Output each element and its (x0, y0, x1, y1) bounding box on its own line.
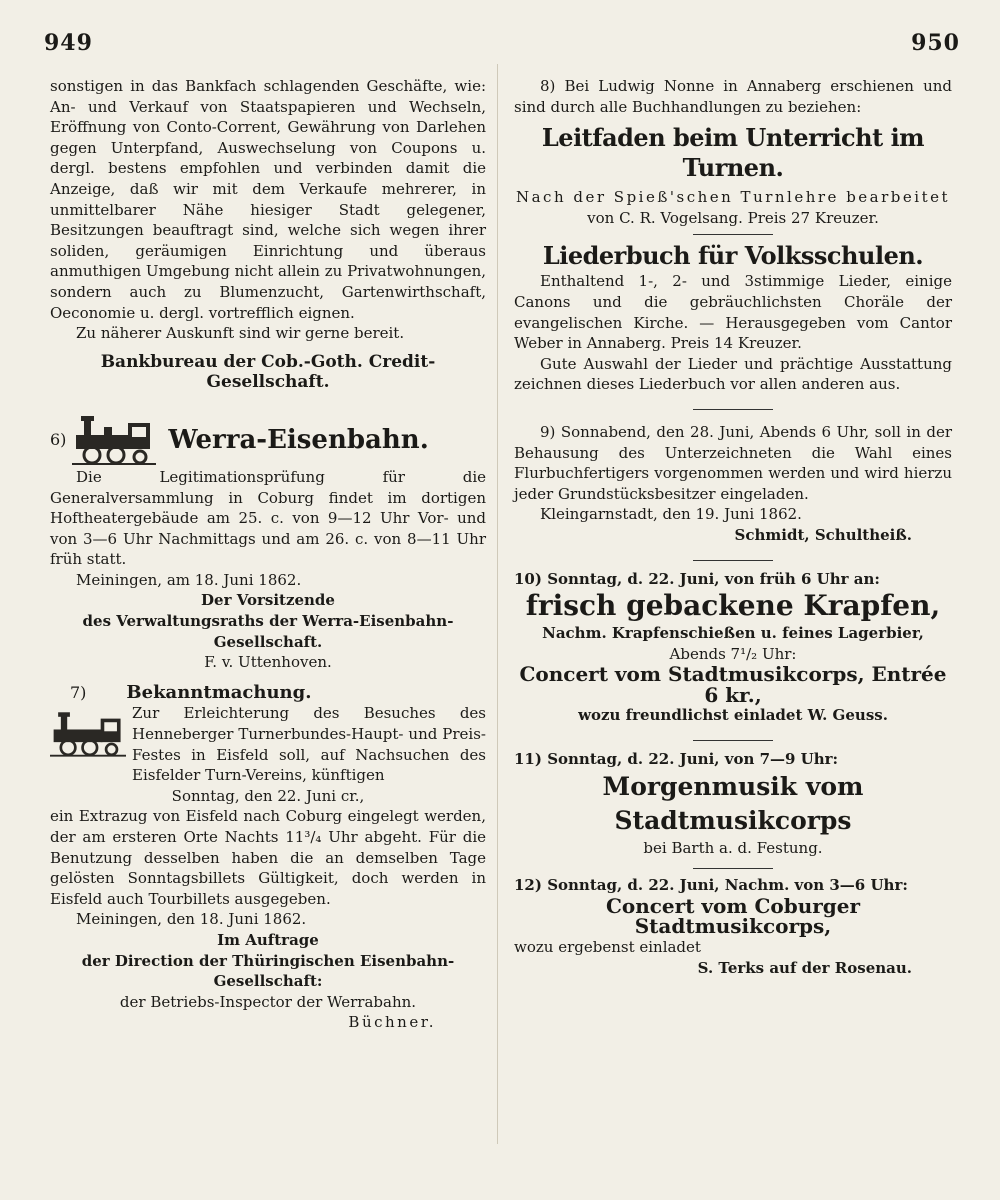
bank-advert-note: Zu näherer Auskunft sind wir gerne bereit. (76, 324, 405, 343)
item-6-date: Meiningen, am 18. Juni 1862. (76, 570, 302, 589)
page-number-left: 949 (44, 30, 93, 56)
separator-rule (693, 234, 773, 235)
item-10-evening: Abends 7¹/₂ Uhr: (669, 644, 797, 663)
column-divider (497, 64, 498, 1144)
separator-rule (693, 740, 773, 741)
item-8-intro: 8) Bei Ludwig Nonne in Annaberg erschienen und sind durch alle Buchhandlungen zu beziehen: (514, 77, 952, 116)
item-8-book-1-desc-2: von C. R. Vogelsang. Preis 27 Kreuzer. (587, 208, 879, 227)
item-8-book-2-note: Gute Auswahl der Lieder und prächtige Ausstattung zeichnen dieses Liederbuch vor allen anderen aus. (514, 354, 952, 394)
item-10-head: 10) Sonntag, d. 22. Juni, von früh 6 Uhr an: (514, 569, 880, 588)
item-8-book-2-title: Liederbuch für Volksschulen. (542, 241, 924, 271)
locomotive-icon (50, 703, 126, 765)
item-12-invite: wozu ergebenst einladet (514, 938, 701, 957)
item-6-body: Die Legitimationsprüfung für die Generalversammlung in Coburg findet im dortigen Hoftheatergebäude am 25. c. von 9—12 Uhr Vor- und von 3—6 Uhr Nachmittags und am 26. c. von 8—11 Uhr früh statt. (50, 467, 486, 569)
bank-advert-signature: Bankbureau der Cob.-Goth. Credit-Gesellschaft. (100, 351, 436, 393)
item-6-signature-2: des Verwaltungsraths der Werra-Eisenbahn-Gesellschaft. (82, 612, 454, 651)
right-column (514, 76, 952, 978)
bank-advert-text: sonstigen in das Bankfach schlagenden Geschäfte, wie: An- und Verkauf von Staatspapieren und Wechseln, Eröffnung von Conto-Corrent, Gewährung von Darlehen gegen Unterpfand, Auswechselung von Coupons u. dergl. bestens empfohlen und verbinden damit die Anzeige, daß wir mit dem Verkaufe mehrerer, in unmittelbarer Nähe hiesiger Stadt gelegener, Besitzungen beauftragt sind, welche sich wegen ihrer soliden, geräumigen Einrichtung und überaus anmuthigen Umgebung nicht allein zu Privatwohnungen, sondern auch zu Blumenzucht, Gartenwirthschaft, Oeconomie u. dergl. vortrefflich eignen. (50, 77, 486, 322)
item-7-signature-4: Büchner. (348, 1013, 436, 1032)
item-6-number: 6) (50, 429, 67, 449)
item-12-signature: S. Terks auf der Rosenau. (697, 958, 912, 977)
item-7-date: Meiningen, den 18. Juni 1862. (76, 910, 307, 929)
item-6-signature-3: F. v. Uttenhoven. (204, 653, 332, 672)
item-8-book-1-title: Leitfaden beim Unterricht im Turnen. (541, 123, 925, 183)
item-7-body-2: ein Extrazug von Eisfeld nach Coburg eingelegt werden, der am ersteren Orte Nachts 11³/₄ Uhr abgeht. Für die Benutzung desselben haben die an demselben Tage gelösten Sonntagsbillets Gültigkeit, doch werden in Eisfeld auch Tourbillets ausgegeben. (50, 807, 486, 908)
item-9-signature: Schmidt, Schultheiß. (734, 525, 912, 544)
item-6-header (50, 413, 486, 467)
item-7-signature-1: Im Auftrage (217, 930, 319, 949)
item-7-signature-3: der Betriebs-Inspector der Werrabahn. (119, 992, 417, 1011)
item-7-signature-2: der Direction der Thüringischen Eisenbahn-Gesellschaft: (81, 951, 455, 991)
item-11-head: 11) Sonntag, d. 22. Juni, von 7—9 Uhr: (514, 750, 839, 769)
item-7-header (50, 683, 486, 704)
item-7-title: Bekanntmachung. (126, 681, 312, 703)
item-11-location: bei Barth a. d. Festung. (643, 838, 823, 857)
item-12-big: Concert vom Coburger Stadtmusikcorps, (605, 893, 861, 939)
item-10-invite: wozu freundlichst einladet W. Geuss. (578, 706, 888, 725)
item-6-title: Werra-Eisenbahn. (168, 424, 429, 455)
separator-rule (693, 409, 773, 410)
item-10-concert: Concert vom Stadtmusikcorps, Entrée 6 kr., (519, 662, 947, 707)
item-11-big: Morgenmusik vom Stadtmusikcorps (602, 771, 864, 835)
item-7-body-1: Zur Erleichterung des Besuches des Henneberger Turnerbundes-Haupt- und Preis-Festes in Eisfeld soll, auf Nachsuchen des Eisfelder Turn-Vereins, künftigen (132, 704, 486, 785)
item-10-big: frisch gebackene Krapfen, (525, 589, 941, 623)
separator-rule (693, 868, 773, 869)
item-7-number: 7) (70, 682, 87, 702)
item-9-place-date: Kleingarnstadt, den 19. Juni 1862. (540, 505, 802, 524)
item-12-head: 12) Sonntag, d. 22. Juni, Nachm. von 3—6 Uhr: (514, 876, 908, 895)
item-7-body-block (50, 703, 486, 785)
item-8-book-1-desc-1: Nach der Spieß'schen Turnlehre bearbeitet (515, 188, 951, 207)
separator-rule (693, 560, 773, 561)
item-6-signature-1: Der Vorsitzende (201, 591, 335, 610)
item-8-book-2-desc: Enthaltend 1-, 2- und 3stimmige Lieder, einige Canons und die gebräuchlichsten Choräle der evangelischen Kirche. — Herausgegeben vom Cantor Weber in Annaberg. Preis 14 Kreuzer. (514, 272, 952, 353)
item-10-line-2: Nachm. Krapfenschießen u. feines Lagerbier, (542, 624, 924, 643)
page-number-right: 950 (911, 30, 960, 56)
item-7-date-line: Sonntag, den 22. Juni cr., (171, 786, 365, 805)
locomotive-icon (72, 413, 156, 467)
item-9-body: 9) Sonnabend, den 28. Juni, Abends 6 Uhr, soll in der Behausung des Unterzeichneten die Wahl eines Flurbuchfertigers vorgenommen werden und wird hierzu jeder Grundstücksbesitzer eingeladen. (514, 422, 952, 503)
left-column (50, 76, 486, 1033)
